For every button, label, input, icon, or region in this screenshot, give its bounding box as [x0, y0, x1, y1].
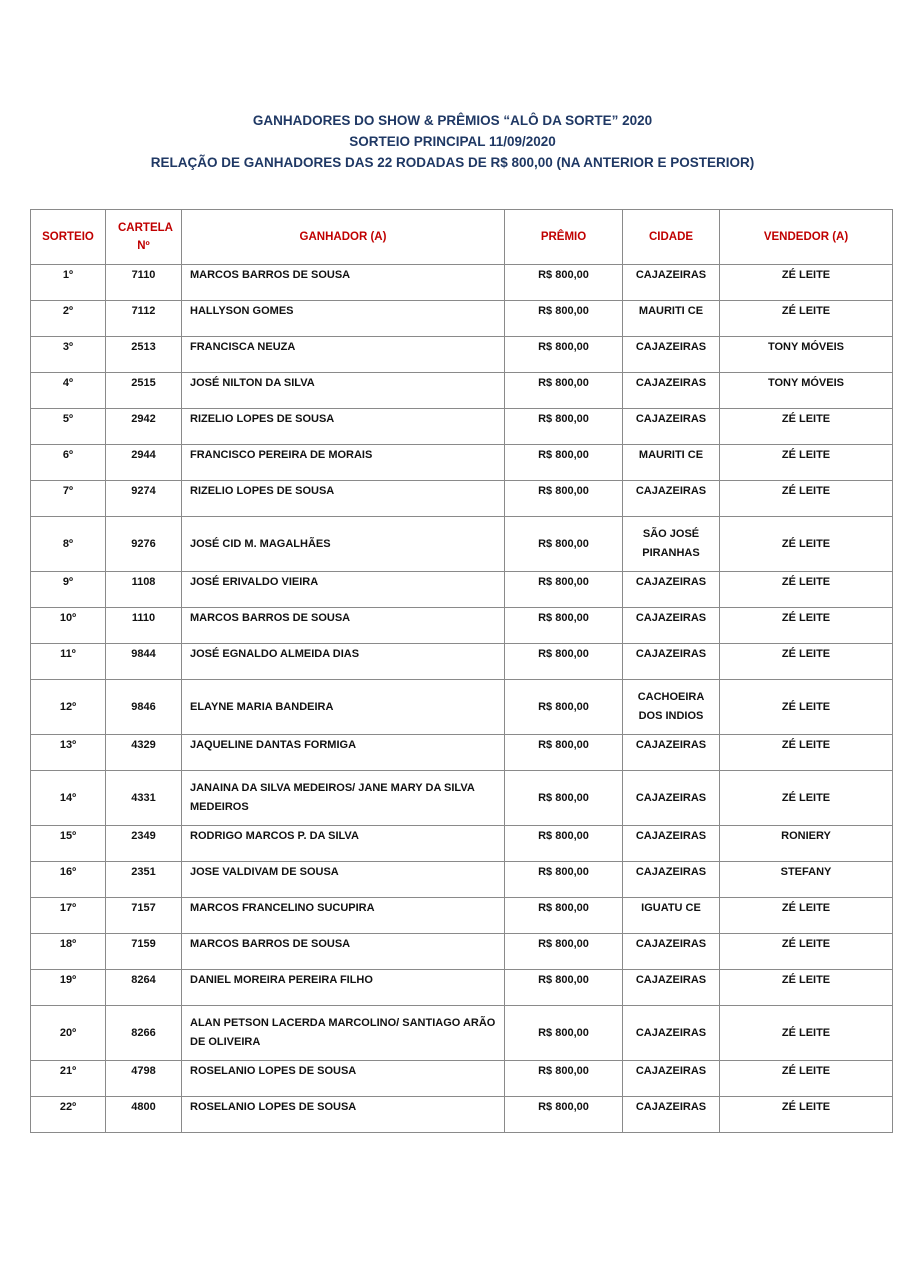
cell-ganhador: JANAINA DA SILVA MEDEIROS/ JANE MARY DA SILVA MEDEIROS — [182, 771, 505, 826]
cell-sorteio: 14º — [31, 771, 106, 826]
cell-vendedor: ZÉ LEITE — [720, 608, 893, 644]
cell-ganhador: RODRIGO MARCOS P. DA SILVA — [182, 826, 505, 862]
cell-premio: R$ 800,00 — [505, 826, 623, 862]
table-row — [31, 735, 893, 771]
header-ganhador: GANHADOR (A) — [182, 210, 505, 265]
cell-premio: R$ 800,00 — [505, 771, 623, 826]
cell-sorteio: 1º — [31, 265, 106, 301]
cell-cidade: IGUATU CE — [623, 898, 720, 934]
cell-ganhador: JOSÉ NILTON DA SILVA — [182, 373, 505, 409]
cell-vendedor: ZÉ LEITE — [720, 517, 893, 572]
cell-cidade: MAURITI CE — [623, 301, 720, 337]
cell-premio: R$ 800,00 — [505, 301, 623, 337]
cell-ganhador: JOSÉ ERIVALDO VIEIRA — [182, 572, 505, 608]
cell-cidade: CAJAZEIRAS — [623, 409, 720, 445]
cell-ganhador: ROSELANIO LOPES DE SOUSA — [182, 1097, 505, 1133]
header-premio: PRÊMIO — [505, 210, 623, 265]
cell-cartela: 4798 — [106, 1061, 182, 1097]
header-cidade: CIDADE — [623, 210, 720, 265]
table-header-row — [31, 210, 893, 265]
table-row — [31, 1061, 893, 1097]
cell-cidade: CAJAZEIRAS — [623, 373, 720, 409]
document-title — [0, 110, 905, 173]
cell-premio: R$ 800,00 — [505, 1061, 623, 1097]
cell-cartela: 7112 — [106, 301, 182, 337]
cell-ganhador: JAQUELINE DANTAS FORMIGA — [182, 735, 505, 771]
cell-cartela: 7159 — [106, 934, 182, 970]
cell-ganhador: DANIEL MOREIRA PEREIRA FILHO — [182, 970, 505, 1006]
cell-vendedor: ZÉ LEITE — [720, 301, 893, 337]
cell-cartela: 4800 — [106, 1097, 182, 1133]
cell-sorteio: 22º — [31, 1097, 106, 1133]
cell-premio: R$ 800,00 — [505, 445, 623, 481]
cell-vendedor: ZÉ LEITE — [720, 644, 893, 680]
cell-cartela: 8266 — [106, 1006, 182, 1061]
cell-sorteio: 19º — [31, 970, 106, 1006]
cell-ganhador: RIZELIO LOPES DE SOUSA — [182, 409, 505, 445]
cell-cartela: 2513 — [106, 337, 182, 373]
cell-vendedor: ZÉ LEITE — [720, 265, 893, 301]
cell-sorteio: 13º — [31, 735, 106, 771]
cell-premio: R$ 800,00 — [505, 1006, 623, 1061]
table-row — [31, 572, 893, 608]
cell-cidade: CAJAZEIRAS — [623, 1006, 720, 1061]
cell-cidade: SÃO JOSÉ PIRANHAS — [623, 517, 720, 572]
cell-premio: R$ 800,00 — [505, 970, 623, 1006]
cell-cartela: 2351 — [106, 862, 182, 898]
cell-vendedor: ZÉ LEITE — [720, 445, 893, 481]
table-row — [31, 771, 893, 826]
table-row — [31, 265, 893, 301]
cell-ganhador: ALAN PETSON LACERDA MARCOLINO/ SANTIAGO ARÃO DE OLIVEIRA — [182, 1006, 505, 1061]
table-row — [31, 517, 893, 572]
cell-cartela: 2942 — [106, 409, 182, 445]
cell-cartela: 1108 — [106, 572, 182, 608]
cell-premio: R$ 800,00 — [505, 934, 623, 970]
cell-cidade: CAJAZEIRAS — [623, 1061, 720, 1097]
cell-cartela: 4329 — [106, 735, 182, 771]
cell-vendedor: ZÉ LEITE — [720, 934, 893, 970]
cell-sorteio: 18º — [31, 934, 106, 970]
cell-vendedor: ZÉ LEITE — [720, 898, 893, 934]
cell-sorteio: 8º — [31, 517, 106, 572]
cell-cartela: 1110 — [106, 608, 182, 644]
cell-sorteio: 3º — [31, 337, 106, 373]
cell-cidade: MAURITI CE — [623, 445, 720, 481]
cell-premio: R$ 800,00 — [505, 735, 623, 771]
cell-ganhador: ELAYNE MARIA BANDEIRA — [182, 680, 505, 735]
cell-ganhador: JOSÉ CID M. MAGALHÃES — [182, 517, 505, 572]
cell-cartela: 7157 — [106, 898, 182, 934]
cell-vendedor: ZÉ LEITE — [720, 409, 893, 445]
cell-sorteio: 2º — [31, 301, 106, 337]
table-row — [31, 934, 893, 970]
table-row — [31, 644, 893, 680]
cell-ganhador: HALLYSON GOMES — [182, 301, 505, 337]
header-sorteio: SORTEIO — [31, 210, 106, 265]
cell-ganhador: FRANCISCO PEREIRA DE MORAIS — [182, 445, 505, 481]
table-row — [31, 970, 893, 1006]
cell-ganhador: JOSE VALDIVAM DE SOUSA — [182, 862, 505, 898]
cell-sorteio: 9º — [31, 572, 106, 608]
cell-ganhador: MARCOS FRANCELINO SUCUPIRA — [182, 898, 505, 934]
cell-vendedor: ZÉ LEITE — [720, 1061, 893, 1097]
cell-vendedor: TONY MÓVEIS — [720, 337, 893, 373]
title-line-3: RELAÇÃO DE GANHADORES DAS 22 RODADAS DE R$ 800,00 (NA ANTERIOR E POSTERIOR) — [150, 155, 755, 170]
cell-sorteio: 7º — [31, 481, 106, 517]
cell-cidade: CAJAZEIRAS — [623, 934, 720, 970]
cell-vendedor: ZÉ LEITE — [720, 680, 893, 735]
cell-cartela: 2944 — [106, 445, 182, 481]
cell-vendedor: TONY MÓVEIS — [720, 373, 893, 409]
cell-cartela: 9276 — [106, 517, 182, 572]
cell-cartela: 8264 — [106, 970, 182, 1006]
cell-ganhador: MARCOS BARROS DE SOUSA — [182, 934, 505, 970]
cell-cartela: 4331 — [106, 771, 182, 826]
cell-premio: R$ 800,00 — [505, 481, 623, 517]
table-row — [31, 862, 893, 898]
header-vendedor: VENDEDOR (A) — [720, 210, 893, 265]
cell-cidade: CAJAZEIRAS — [623, 337, 720, 373]
cell-premio: R$ 800,00 — [505, 608, 623, 644]
header-cartela: CARTELA Nº — [106, 210, 182, 265]
cell-vendedor: STEFANY — [720, 862, 893, 898]
cell-ganhador: JOSÉ EGNALDO ALMEIDA DIAS — [182, 644, 505, 680]
table-row — [31, 1006, 893, 1061]
cell-sorteio: 12º — [31, 680, 106, 735]
cell-premio: R$ 800,00 — [505, 409, 623, 445]
cell-ganhador: RIZELIO LOPES DE SOUSA — [182, 481, 505, 517]
table-row — [31, 373, 893, 409]
table-row — [31, 301, 893, 337]
cell-sorteio: 16º — [31, 862, 106, 898]
cell-vendedor: ZÉ LEITE — [720, 572, 893, 608]
cell-cidade: CAJAZEIRAS — [623, 608, 720, 644]
table-row — [31, 481, 893, 517]
cell-ganhador: ROSELANIO LOPES DE SOUSA — [182, 1061, 505, 1097]
cell-cartela: 7110 — [106, 265, 182, 301]
cell-premio: R$ 800,00 — [505, 862, 623, 898]
cell-cidade: CAJAZEIRAS — [623, 735, 720, 771]
cell-sorteio: 21º — [31, 1061, 106, 1097]
table-row — [31, 1097, 893, 1133]
cell-vendedor: ZÉ LEITE — [720, 771, 893, 826]
cell-cartela: 2515 — [106, 373, 182, 409]
winners-table — [30, 209, 893, 1133]
cell-cidade: CAJAZEIRAS — [623, 572, 720, 608]
cell-cartela: 9846 — [106, 680, 182, 735]
table-row — [31, 409, 893, 445]
title-line-1: GANHADORES DO SHOW & PRÊMIOS “ALÔ DA SORTE” 2020 — [252, 113, 653, 128]
cell-vendedor: ZÉ LEITE — [720, 1097, 893, 1133]
cell-cartela: 9274 — [106, 481, 182, 517]
cell-premio: R$ 800,00 — [505, 1097, 623, 1133]
cell-cidade: CAJAZEIRAS — [623, 644, 720, 680]
table-row — [31, 608, 893, 644]
cell-cidade: CAJAZEIRAS — [623, 970, 720, 1006]
table-row — [31, 445, 893, 481]
table-row — [31, 826, 893, 862]
cell-sorteio: 17º — [31, 898, 106, 934]
cell-cartela: 2349 — [106, 826, 182, 862]
cell-sorteio: 6º — [31, 445, 106, 481]
table-row — [31, 337, 893, 373]
cell-vendedor: RONIERY — [720, 826, 893, 862]
cell-sorteio: 4º — [31, 373, 106, 409]
cell-premio: R$ 800,00 — [505, 517, 623, 572]
cell-premio: R$ 800,00 — [505, 644, 623, 680]
table-row — [31, 680, 893, 735]
cell-ganhador: FRANCISCA NEUZA — [182, 337, 505, 373]
cell-premio: R$ 800,00 — [505, 572, 623, 608]
cell-sorteio: 15º — [31, 826, 106, 862]
cell-ganhador: MARCOS BARROS DE SOUSA — [182, 608, 505, 644]
cell-vendedor: ZÉ LEITE — [720, 735, 893, 771]
cell-premio: R$ 800,00 — [505, 373, 623, 409]
title-line-2: SORTEIO PRINCIPAL 11/09/2020 — [349, 134, 556, 149]
cell-cidade: CAJAZEIRAS — [623, 862, 720, 898]
cell-cidade: CAJAZEIRAS — [623, 265, 720, 301]
table-row — [31, 898, 893, 934]
cell-cidade: CAJAZEIRAS — [623, 1097, 720, 1133]
cell-premio: R$ 800,00 — [505, 680, 623, 735]
cell-cidade: CAJAZEIRAS — [623, 771, 720, 826]
cell-cartela: 9844 — [106, 644, 182, 680]
table-body — [31, 265, 893, 1133]
cell-sorteio: 20º — [31, 1006, 106, 1061]
cell-premio: R$ 800,00 — [505, 265, 623, 301]
cell-vendedor: ZÉ LEITE — [720, 970, 893, 1006]
cell-sorteio: 11º — [31, 644, 106, 680]
cell-ganhador: MARCOS BARROS DE SOUSA — [182, 265, 505, 301]
cell-sorteio: 5º — [31, 409, 106, 445]
cell-cidade: CACHOEIRA DOS INDIOS — [623, 680, 720, 735]
cell-vendedor: ZÉ LEITE — [720, 1006, 893, 1061]
cell-vendedor: ZÉ LEITE — [720, 481, 893, 517]
cell-sorteio: 10º — [31, 608, 106, 644]
cell-cidade: CAJAZEIRAS — [623, 481, 720, 517]
cell-cidade: CAJAZEIRAS — [623, 826, 720, 862]
cell-premio: R$ 800,00 — [505, 898, 623, 934]
cell-premio: R$ 800,00 — [505, 337, 623, 373]
